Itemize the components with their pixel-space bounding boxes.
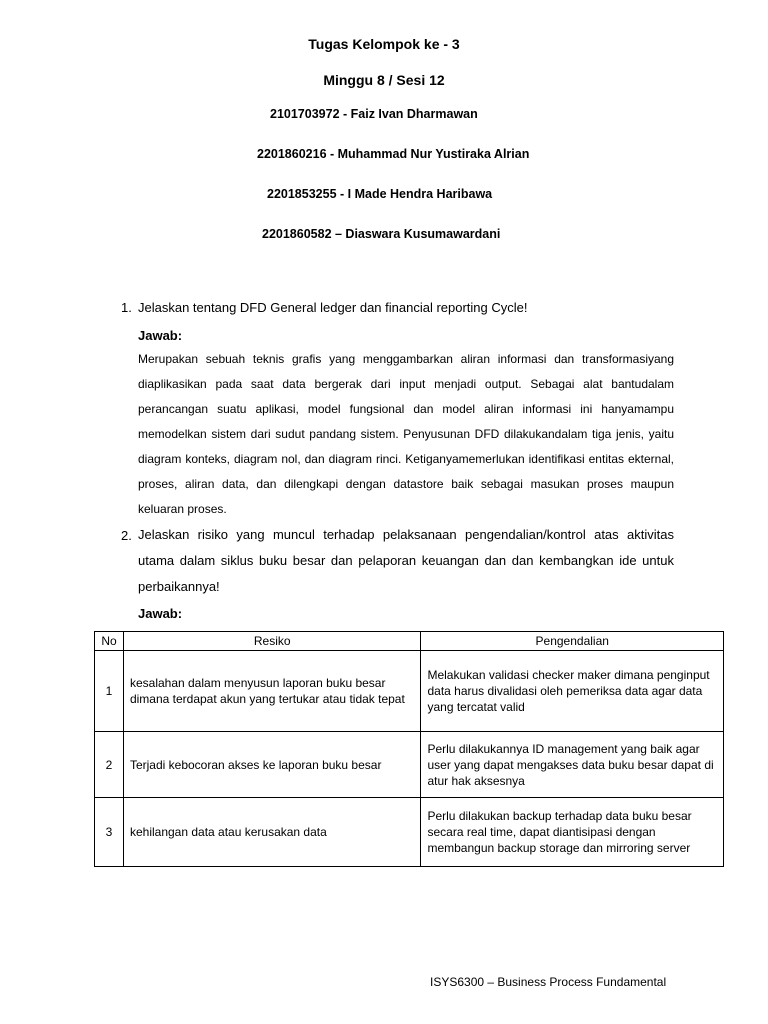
document-title: Tugas Kelompok ke - 3: [308, 36, 460, 52]
header-no: No: [95, 632, 124, 651]
risk-cell: kehilangan data atau kerusakan data: [123, 798, 421, 867]
risk-control-table: [94, 631, 724, 867]
document-subtitle: Minggu 8 / Sesi 12: [323, 72, 445, 88]
question-2-number: 2.: [121, 528, 132, 543]
table-row: [95, 798, 724, 867]
control-cell: Melakukan validasi checker maker dimana penginput data harus divalidasi oleh pemeriksa data agar data yang tercatat valid: [421, 651, 724, 732]
control-cell: Perlu dilakukan backup terhadap data buku besar secara real time, dapat diantisipasi dengan membangun backup storage dan mirroring server: [421, 798, 724, 867]
student-1: 2101703972 - Faiz Ivan Dharmawan: [270, 107, 478, 121]
table-header-row: [95, 632, 724, 651]
table-row: [95, 651, 724, 732]
risk-cell: kesalahan dalam menyusun laporan buku besar dimana terdapat akun yang tertukar atau tidak tepat: [123, 651, 421, 732]
question-2-text: Jelaskan risiko yang muncul terhadap pelaksanaan pengendalian/kontrol atas aktivitas utama dalam siklus buku besar dan pelaporan keuangan dan dan kembangkan ide untuk perbaikannya!: [138, 527, 674, 594]
question-1-number: 1.: [121, 300, 132, 315]
row-number: 3: [95, 798, 124, 867]
student-2: 2201860216 - Muhammad Nur Yustiraka Alrian: [257, 147, 530, 161]
header-resiko: Resiko: [123, 632, 421, 651]
table-row: [95, 732, 724, 798]
answer-2-label: Jawab:: [138, 606, 183, 621]
answer-1-text: Merupakan sebuah teknis grafis yang menggambarkan aliran informasi dan transformasiyang diaplikasikan pada saat data bergerak dari input menjadi output. Sebagai alat bantudalam perancangan suatu aplikasi, model fungsional dan model aliran informasi ini hanyamampu memodelkan sistem dari sudut pandang sistem. Penyusunan DFD dilakukandalam tiga jenis, yaitu diagram konteks, diagram nol, dan diagram rinci. Ketiganyamemerlukan identifikasi entitas ekternal, proses, aliran data, dan dilengkapi dengan datastore baik sebagai masukan proses maupun keluaran proses.: [138, 352, 674, 516]
student-3: 2201853255 - I Made Hendra Haribawa: [267, 187, 493, 201]
question-1-text: Jelaskan tentang DFD General ledger dan financial reporting Cycle!: [138, 300, 528, 315]
row-number: 1: [95, 651, 124, 732]
control-cell: Perlu dilakukannya ID management yang baik agar user yang dapat mengakses data buku besar dapat di atur hak aksesnya: [421, 732, 724, 798]
risk-cell: Terjadi kebocoran akses ke laporan buku besar: [123, 732, 421, 798]
header-pengendalian: Pengendalian: [421, 632, 724, 651]
row-number: 2: [95, 732, 124, 798]
page-footer: ISYS6300 – Business Process Fundamental: [430, 975, 667, 989]
student-4: 2201860582 – Diaswara Kusumawardani: [262, 227, 501, 241]
answer-1-label: Jawab:: [138, 328, 183, 343]
